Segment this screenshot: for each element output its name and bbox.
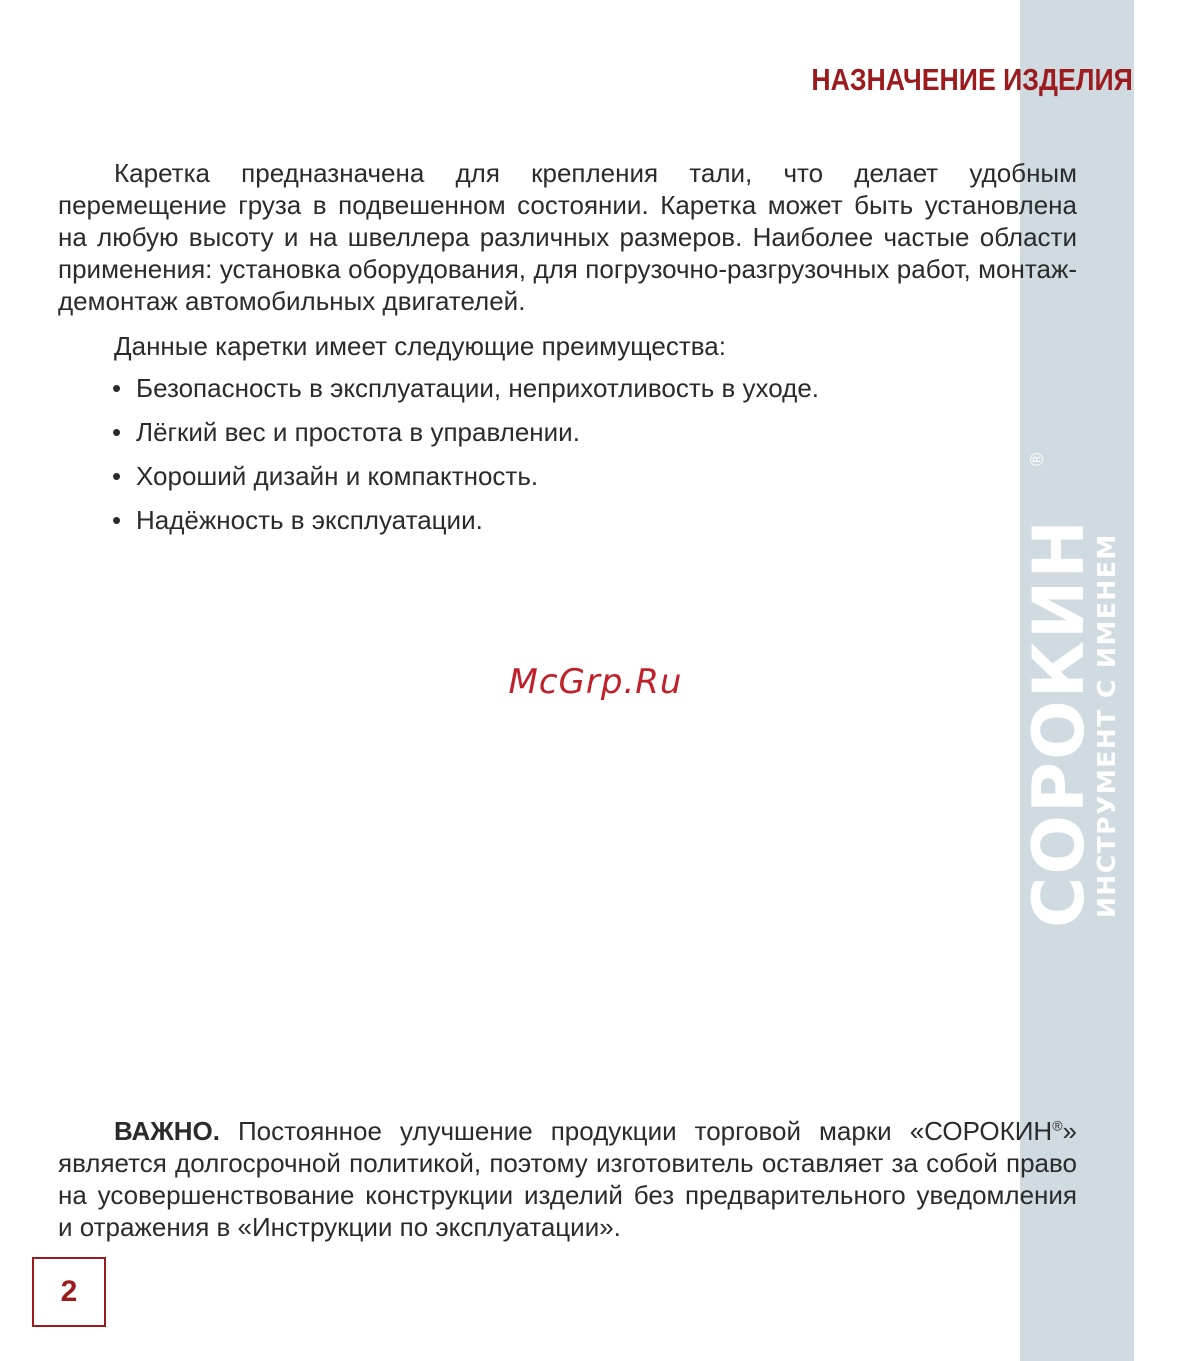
intro-section bbox=[58, 157, 1077, 317]
bullet-icon: • bbox=[112, 461, 122, 491]
registered-mark: ® bbox=[1052, 1117, 1063, 1134]
list-item-text: Безопасность в эксплуатации, неприхотливость в уходе. bbox=[136, 373, 820, 403]
list-item bbox=[112, 460, 819, 504]
notice-text-end: » является долгосрочной политикой, поэтому изготовитель оставляет за собой право на усовершенствование конструкции изделий без предварительного уведомления и отражения в «Инструкции по эксплуатации». bbox=[58, 1116, 1077, 1242]
notice-keyword: ВАЖНО. bbox=[114, 1116, 220, 1146]
list-item bbox=[112, 504, 819, 548]
intro-paragraph: Каретка предназначена для крепления тали, что делает удобным перемещение груза в подвешенном состоянии. Каретка может быть установлена на любую высоту и на швеллера различных размеров. Наиболее частые области применения: установка оборудования, для погрузочно-разгрузочных работ, монтаж-демонтаж автомобильных двигателей. bbox=[58, 158, 1077, 316]
bullet-icon: • bbox=[112, 373, 122, 403]
notice-text-start: Постоянное улучшение продукции торговой марки «СОРОКИН bbox=[219, 1116, 1053, 1146]
page-title: НАЗНАЧЕНИЕ ИЗДЕЛИЯ bbox=[811, 62, 1133, 97]
notice-paragraph bbox=[58, 1115, 1077, 1243]
list-item bbox=[112, 372, 819, 416]
notice-section bbox=[58, 1115, 1077, 1243]
brand-name: СОРОКИН bbox=[1018, 517, 1100, 928]
bullet-icon: • bbox=[112, 417, 122, 447]
list-item-text: Лёгкий вес и простота в управлении. bbox=[136, 417, 580, 447]
list-item-text: Надёжность в эксплуатации. bbox=[136, 505, 483, 535]
brand-tagline: ИНСТРУМЕНТ С ИМЕНЕМ bbox=[1092, 533, 1121, 918]
list-item bbox=[112, 416, 819, 460]
advantages-list bbox=[112, 372, 819, 548]
bullet-icon: • bbox=[112, 505, 122, 535]
page-number: 2 bbox=[32, 1257, 106, 1327]
list-item-text: Хороший дизайн и компактность. bbox=[136, 461, 539, 491]
registered-mark-icon: ® bbox=[1027, 452, 1047, 466]
watermark: McGrp.Ru bbox=[508, 662, 683, 702]
advantages-lead: Данные каретки имеет следующие преимущества: bbox=[114, 331, 726, 361]
